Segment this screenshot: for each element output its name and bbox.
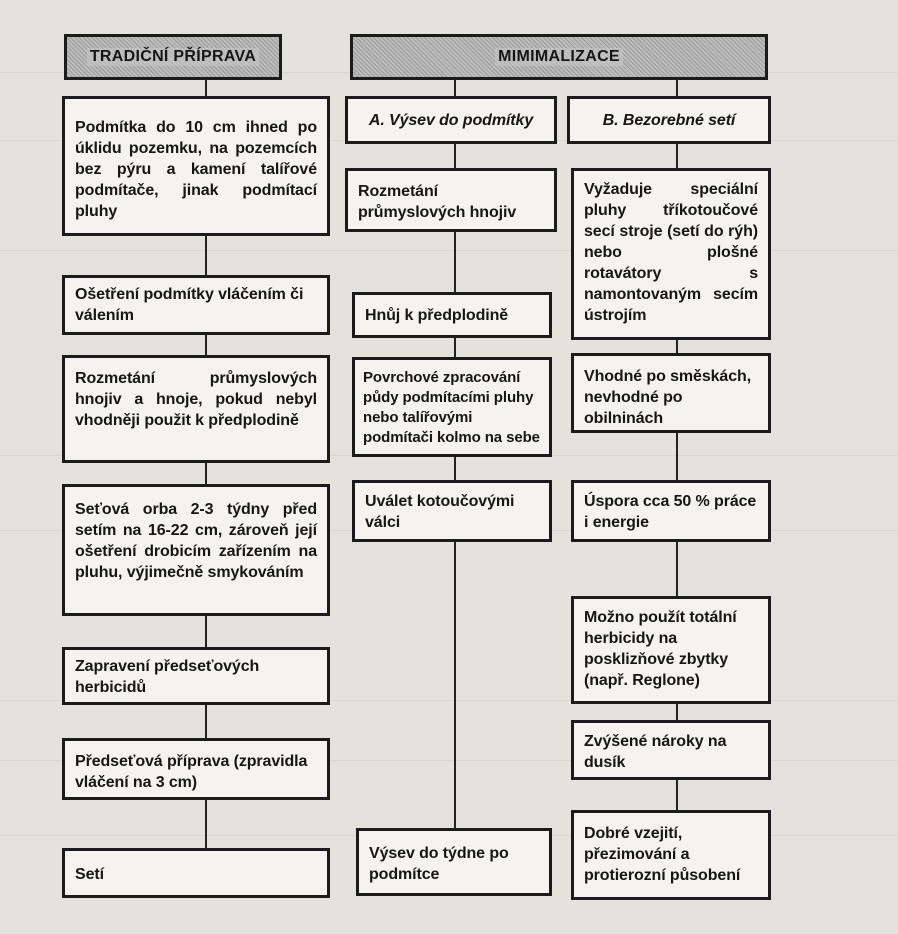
header-minimal-label: MIMIMALIZACE xyxy=(495,48,623,66)
traditional-step-6: Předseťová příprava (zpravidla vláčení na 3 cm) xyxy=(62,738,330,800)
subheader-b: B. Bezorebné setí xyxy=(567,96,771,144)
header-traditional-label: TRADIČNÍ PŘÍPRAVA xyxy=(87,48,259,66)
no-till-step-3: Úspora cca 50 % práce i energie xyxy=(571,480,771,542)
traditional-step-2: Ošetření podmítky vláčením či válením xyxy=(62,275,330,335)
traditional-step-5: Zapravení předseťových herbicidů xyxy=(62,647,330,705)
traditional-step-7: Setí xyxy=(62,848,330,898)
header-minimal xyxy=(350,34,768,80)
stubble-step-2: Hnůj k předplodině xyxy=(352,292,552,338)
header-traditional xyxy=(64,34,282,80)
no-till-step-4: Možno použít totální herbicidy na posklizňové zbytky (např. Reglone) xyxy=(571,596,771,704)
no-till-step-2: Vhodné po směskách, nevhodné po obilninách xyxy=(571,353,771,433)
traditional-step-1: Podmítka do 10 cm ihned po úklidu pozemku, na pozemcích bez pýru a kamení talířové podmítače, jinak podmítací pluhy xyxy=(62,96,330,236)
traditional-step-4: Seťová orba 2-3 týdny před setím na 16-22 cm, zároveň její ošetření drobicím zařízením na pluhu, výjimečně smykováním xyxy=(62,484,330,616)
traditional-step-3: Rozmetání průmyslových hnojiv a hnoje, pokud nebyl vhodněji použit k předplodině xyxy=(62,355,330,463)
stubble-step-4: Uválet kotoučovými válci xyxy=(352,480,552,542)
stubble-step-1: Rozmetání průmyslových hnojiv xyxy=(345,168,557,232)
subheader-a: A. Výsev do podmítky xyxy=(345,96,557,144)
stubble-step-5: Výsev do týdne po podmítce xyxy=(356,828,552,896)
no-till-step-6: Dobré vzejití, přezimování a protierozní působení xyxy=(571,810,771,900)
no-till-step-5: Zvýšené nároky na dusík xyxy=(571,720,771,780)
no-till-step-1: Vyžaduje speciální pluhy tříkotoučové secí stroje (setí do rýh) nebo plošné rotavátory s namontovaným secím ústrojím xyxy=(571,168,771,340)
stubble-step-3: Povrchové zpracování půdy podmítacími pluhy nebo talířovými podmítači kolmo na sebe xyxy=(352,357,552,457)
